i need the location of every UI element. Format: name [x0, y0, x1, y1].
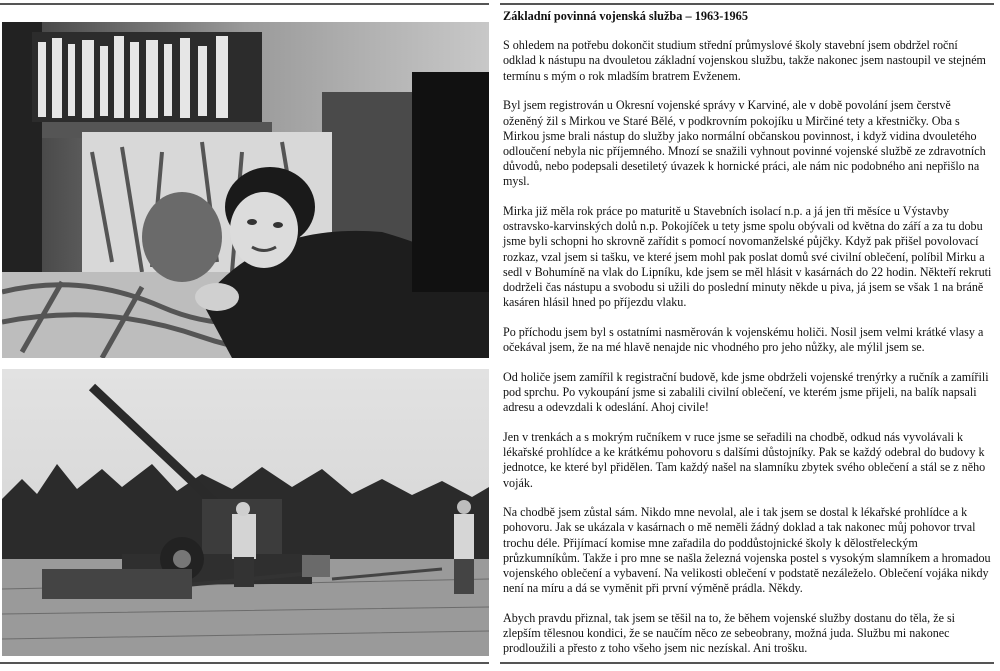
paragraph: S ohledem na potřebu dokončit studium střední průmyslové školy stavební jsem obdržel roční odklad k nástupu na dvouletou základní vojenskou službu, takže nakonec jsem nastoupil ve stejném termínu s mým o rok mladším bratrem Evženem.: [503, 38, 986, 83]
article-title: Základní povinná vojenská služba – 1963-1965: [503, 9, 748, 23]
bottom-rule-right: [500, 662, 994, 664]
bottom-rule-left: [0, 662, 489, 664]
paragraph: Jen v trenkách a s mokrým ručníkem v ruce jsme se seřadili na chodbě, odkud nás vyvolávali k lékařské prohlídce a ke krátkému pohovoru s dalšími důstojníky. Pak se každý odebral do budovy k jednotce, ke které byl přidělen. Tam každý našel na slamníku zbytek svého oblečení a stál se z něho voják.: [503, 429, 986, 490]
paragraph: Abych pravdu přiznal, tak jsem se těšil na to, že během vojenské služby dostanu do těla, že si zlepším tělesnou kondici, že se naučím něco ze sebeobrany, možná juda. Službu mi nakonec prodloužili a přesto z toho všeho jsem nic nezískal. Ani trošku.: [503, 611, 956, 656]
top-rule-left: [0, 3, 489, 5]
paragraph: Na chodbě jsem zůstal sám. Nikdo mne nevolal, ale i tak jsem se dostal k lékařské prohlídce a k pohovoru. Jak se ukázala v kasárnach o mě neměli žádný doklad a tak nakonec můj pohovor trval trochu déle. Přijímací komise mne zařadila do poddůstojnické školy k dělostřeleckým průzkumníkům. Takže i pro mne se našla železná vojenska postel s vysokým slamníkem a hromadou vojenského oblečení a vybavení. Na velikosti oblečení v podstatě nezáleželo. Oblečení vojáka nikdy není na míru a dá se vyměnit při první výměně prádla. Někdy.: [503, 505, 991, 596]
photo-woman-on-bed: [2, 22, 489, 358]
paragraph: Od holiče jsem zamířil k registrační budově, kde jsme obdrželi vojenské trenýrky a ručník a zamířili pod sprchu. Po vykoupání jsme si zabalili civilní oblečení, ve kterém jsme přijeli, na balík napsali adresu a odevzdali k odeslání. Ahoj civile!: [503, 369, 989, 415]
article: [503, 9, 992, 671]
paragraph: Mirka již měla rok práce po maturitě u Stavebních isolací n.p. a já jen tři měsíce u Výstavby ostravsko-karvinských dolů n.p. Pokojíček u tety jsme spolu obývali od května do září a za tu dobu jsme byli schopni ho skrovně zařídit s pomocí novomanželské půjčky. Když pak přišel povolovací rozkaz, vzal jsem si tašku, ve které jsem mohl pak poslat domů své civilní oblečení, políbil Mirku a sedl v Bohumíně na vlak do Lipníku, kde jsem se měl hlásit v kasárnách do 22 hodin. Někteří rekruti dodrželi čas nástupu a svobodu si užili do poslední minuty někde u piva, já jsem se však 1 na bráně kasáren hlásil hned po příjezdu vlaku.: [503, 204, 992, 310]
top-rule-right: [500, 3, 994, 5]
paragraph: Byl jsem registrován u Okresní vojenské správy v Karviné, ale v době povolání jsem čerstvě oženěný žil s Mirkou ve Staré Bělé, v podkrovním pokojíku u Mirčiné tety a křestničky. Oba s Mirkou jsme brali nástup do služby jako normální občanskou povinnost, i když vidina dvouletého odloučení nebyla nic příjemného. Mnozí se snažili vyhnout povinné vojenské službě ze zdravotních důvodů, nebo podepsali desetiletý úvazek k hornické práci, ale nám nic podobného ani nepřišlo na mysl.: [503, 98, 986, 189]
photo-artillery-gun: [2, 369, 489, 656]
paragraph: Po příchodu jsem byl s ostatními nasměrován k vojenskému holiči. Nosil jsem velmi krátké vlasy a očekával jsem, že na mé hlavě nenajde nic vhodného pro jeho nůžky, ale mýlil jsem se.: [503, 324, 984, 355]
